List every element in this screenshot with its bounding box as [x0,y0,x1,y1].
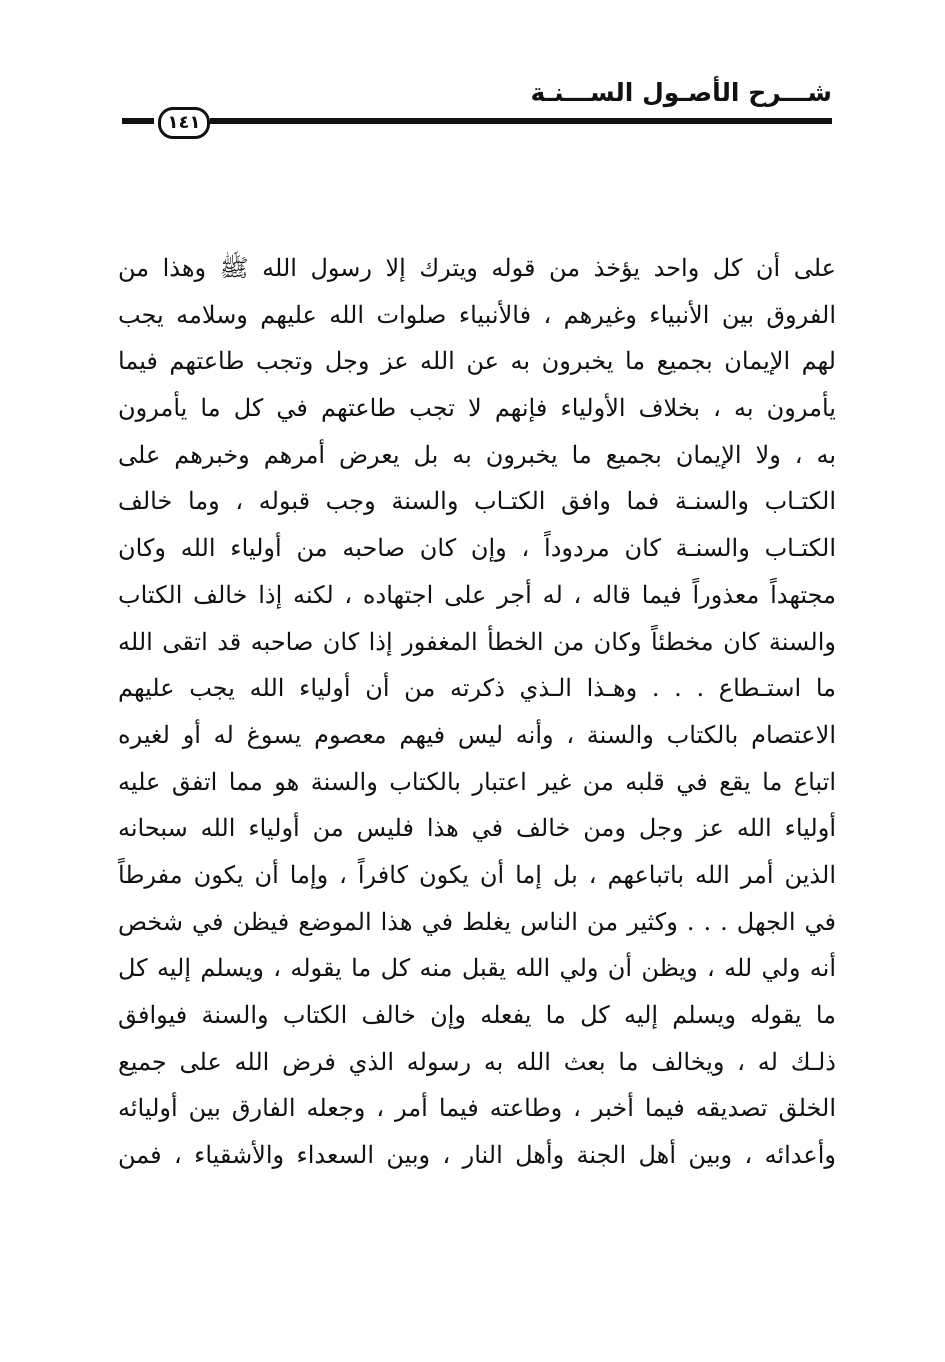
text-line: لهم الإيمان بجميع ما يخبرون به عن الله عز وجل وتجب طاعتهم فيما [118,347,836,376]
text-line: في الجهل . . . وكثير من الناس يغلط في هذا الموضع فيظن في شخص [118,907,836,936]
page-number: ١٤١ [158,107,210,139]
text-line: مجتهداً معذوراً فيما قاله ، له أجر على اجتهاده ، لكنه إذا خالف الكتاب [118,580,836,609]
text-line: ذلـك له ، ويخالف ما بعث الله به رسوله الذي فرض الله على جميع [118,1047,836,1076]
body-text [118,245,836,1179]
text-line: الذين أمر الله باتباعهم ، بل إما أن يكون كافراً ، وإما أن يكون مفرطاً [118,860,836,889]
page-header [122,74,832,134]
text-line: به ، ولا الإيمان بجميع ما يخبرون به بل يعرض أمرهم وخبرهم على [118,440,836,469]
text-line: والسنة كان مخطئاً وكان من الخطأ المغفور إذا كان صاحبه قد اتقى الله [118,627,836,656]
text-line: أولياء الله عز وجل ومن خالف في هذا فليس من أولياء الله سبحانه [118,814,836,843]
text-line: الكتـاب والسنـة فما وافق الكتـاب والسنة وجب قبوله ، وما خالف [118,487,836,516]
text-line: اتباع ما يقع في قلبه من غير اعتبار بالكتاب والسنة هو مما اتفق عليه [118,767,836,796]
text-line: وأعدائه ، وبين أهل الجنة وأهل النار ، وبين السعداء والأشقياء ، فمن [118,1141,836,1170]
text-line: أنه ولي لله ، ويظن أن ولي الله يقبل منه كل ما يقوله ، ويسلم إليه كل [118,954,836,983]
text-line: الاعتصام بالكتاب والسنة ، وأنه ليس فيهم معصوم يسوغ له أو لغيره [118,720,836,749]
text-line: الفروق بين الأنبياء وغيرهم ، فالأنبياء صلوات الله عليهم وسلامه يجب [118,300,836,329]
text-line: ما يقوله ويسلم إليه كل ما يفعله وإن خالف الكتاب والسنة فيوافق [118,1001,836,1029]
running-title: شـــرح الأصـول الســـنـة [530,78,832,107]
text-line: يأمرون به ، بخلاف الأولياء فإنهم لا تجب طاعتهم في كل ما يأمرون [118,394,836,423]
text-line: ما استـطاع . . . وهـذا الـذي ذكرته من أن أولياء الله يجب عليهم [118,674,836,703]
text-line: الخلق تصديقه فيما أخبر ، وطاعته فيما أمر ، وجعله الفارق بين أوليائه [118,1094,836,1123]
header-rule-right [210,118,832,124]
text-line: على أن كل واحد يؤخذ من قوله ويترك إلا رسول الله ﷺ وهذا من [118,254,836,282]
header-rule-left [122,118,154,124]
text-line: الكتـاب والسنـة كان مردوداً ، وإن كان صاحبه من أولياء الله وكان [118,534,836,563]
